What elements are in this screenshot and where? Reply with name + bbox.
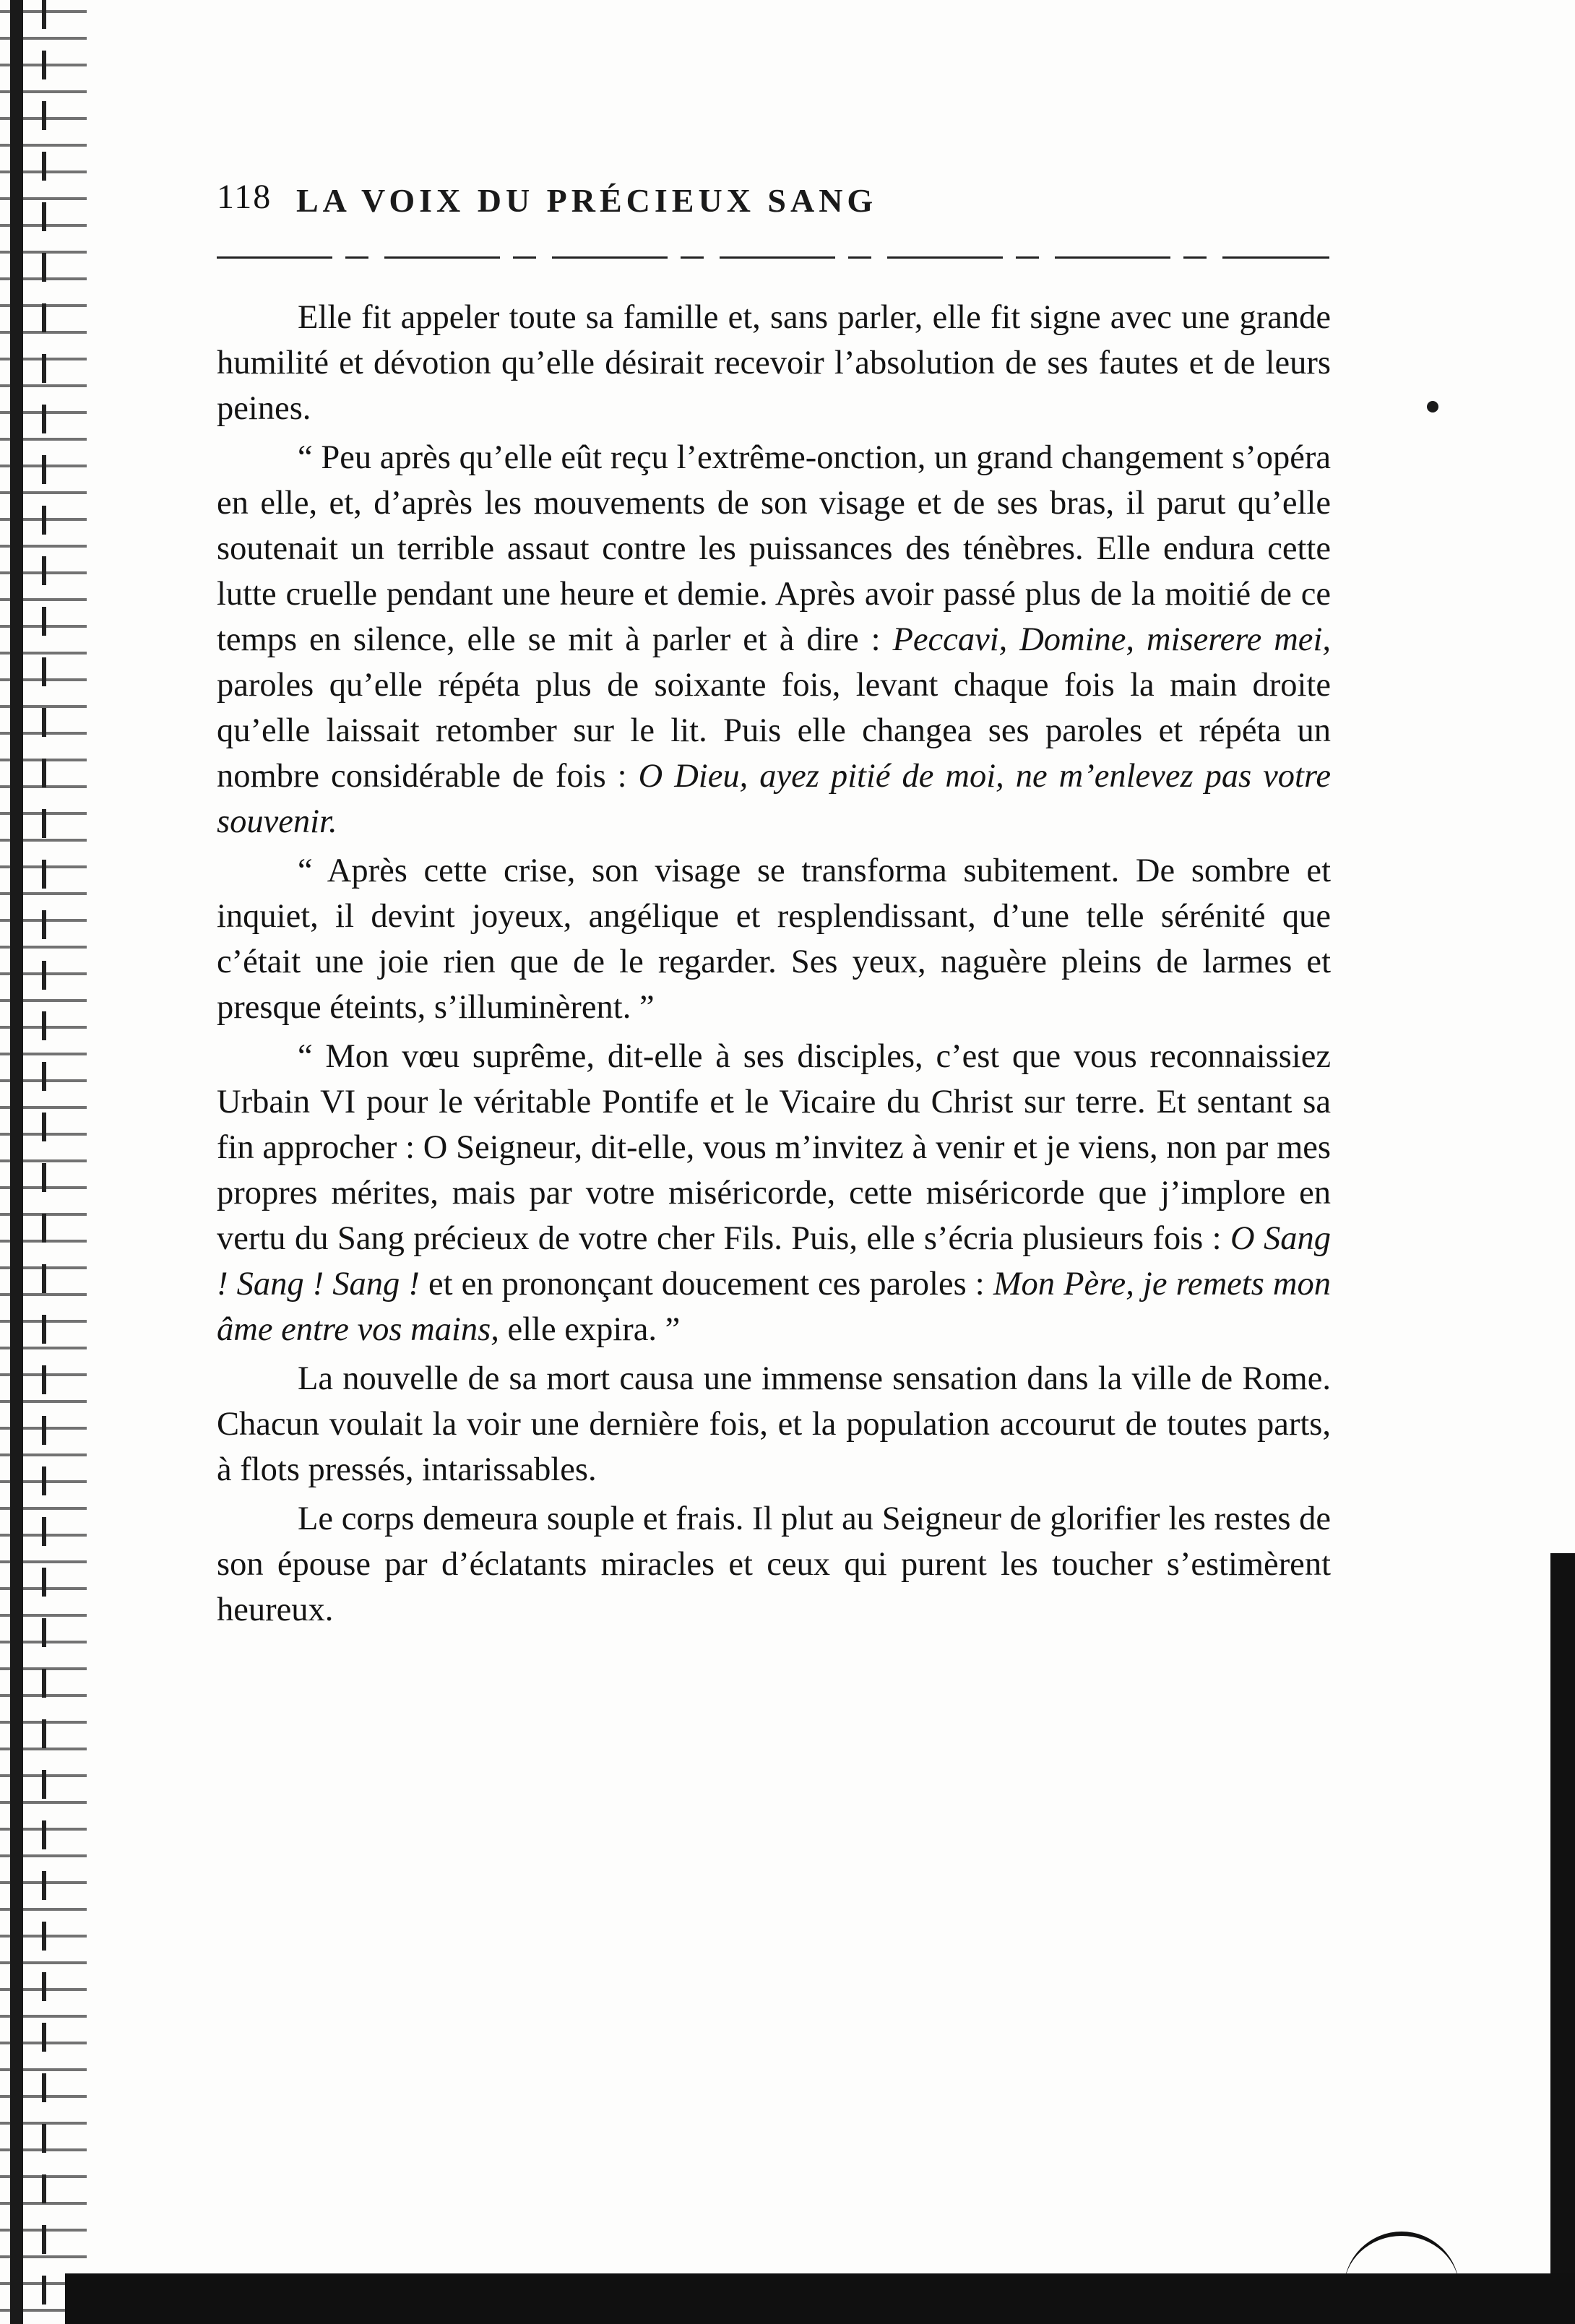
paragraph [217,435,1331,844]
text-segment: “ Après cette crise, son visage se transforma subitement. De sombre et inquiet, il devint joyeux, angélique et resplendissant, d’une telle sérénité que c’était une joie rien que de le regarder. Ses yeux, naguère pleins de larmes et presque éteints, s’illuminèrent. ” [217,852,1331,1026]
scan-bottom-edge [65,2273,1575,2324]
body-text [217,295,1331,1636]
paragraph [217,1034,1331,1352]
paragraph [217,848,1331,1030]
header-rule [217,256,1329,259]
scan-binding-edge [0,0,87,2324]
paragraph [217,295,1331,431]
ink-spot [1427,401,1438,412]
italic-quote: O Dieu, ayez pitié de moi, ne m’enlevez pas votre souvenir. [217,758,1331,840]
text-segment: “ Peu après qu’elle eût reçu l’extrême-onction, un grand changement s’opéra en elle, et, d’après les mouvements de son visage et de ses bras, il parut qu’elle soutenait un terrible assaut contre les puissances des ténèbres. Elle endura cette lutte cruelle pendant une heure et demie. Après avoir passé plus de la moitié de ce temps en silence, elle se mit à parler et à dire : [217,439,1331,658]
scan-right-edge [1550,1553,1575,2324]
paragraph [217,1356,1331,1493]
italic-quote: Mon Père, je remets mon âme entre vos mains, [217,1266,1331,1348]
text-segment: Elle fit appeler toute sa famille et, sans parler, elle fit signe avec une grande humilité et dévotion qu’elle désirait recevoir l’absolution de ses fautes et de leurs peines. [217,299,1331,427]
page-number: 118 [217,178,272,216]
paragraph [217,1496,1331,1633]
italic-quote: Peccavi, Domine, miserere mei, [892,621,1331,658]
text-segment: Le corps demeura souple et frais. Il plut au Seigneur de glorifier les restes de son épouse par d’éclatants miracles et ceux qui purent les toucher s’estimèrent heureux. [217,1500,1331,1628]
page-header [217,177,1329,235]
running-head: LA VOIX DU PRÉCIEUX SANG [296,182,878,219]
text-segment: paroles qu’elle répéta plus de soixante fois, levant chaque fois la main droite qu’elle laissait retomber sur le lit. Puis elle changea ses paroles et répéta un nombre considérable de fois : [217,667,1331,795]
text-segment: “ Mon vœu suprême, dit-elle à ses disciples, c’est que vous reconnaissiez Urbain VI pour le véritable Pontife et le Vicaire du Christ sur terre. Et sentant sa fin approcher : O Seigneur, dit-elle, vous m’invitez à venir et je viens, non par mes propres mérites, mais par votre miséricorde, cette miséricorde que j’implore en vertu du Sang précieux de votre cher Fils. Puis, elle s’écria plusieurs fois : [217,1038,1331,1257]
text-segment: elle expira. ” [499,1311,681,1348]
italic-quote: O Sang ! Sang ! Sang ! [217,1220,1331,1303]
text-segment: La nouvelle de sa mort causa une immense sensation dans la ville de Rome. Chacun voulait la voir une dernière fois, et la population accourut de toutes parts, à flots pressés, intarissables. [217,1360,1331,1488]
text-segment: et en prononçant doucement ces paroles : [419,1266,993,1303]
